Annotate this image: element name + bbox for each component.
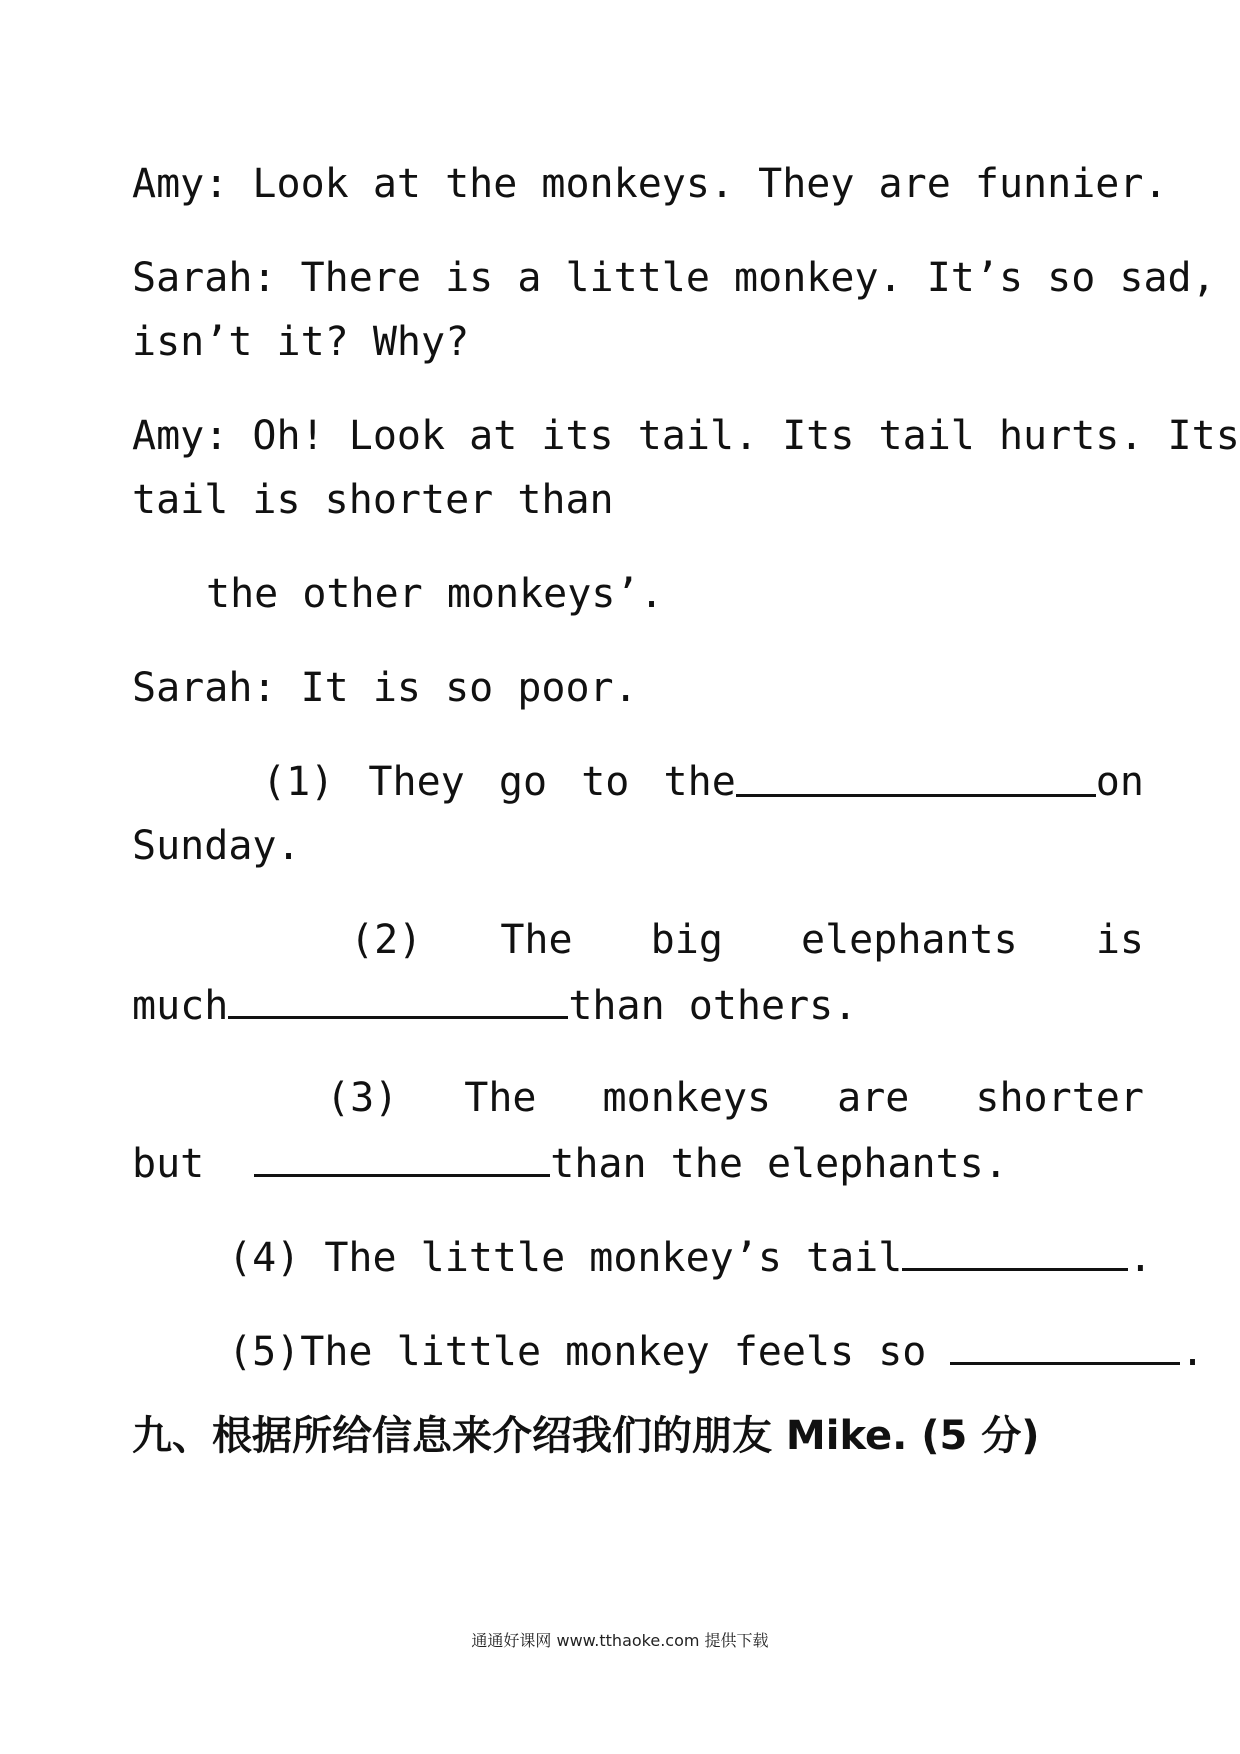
dialogue-line-sarah-1b: isn’t it? Why?	[132, 319, 470, 365]
answer-blank-1[interactable]	[736, 750, 1096, 797]
question-4-number: (4)	[228, 1235, 301, 1281]
question-2-word: The	[500, 917, 573, 963]
dialogue-line-amy-1: Amy: Look at the monkeys. They are funnier.	[132, 161, 1168, 207]
question-1-number: (1)	[262, 759, 335, 805]
answer-blank-5[interactable]	[950, 1318, 1180, 1365]
question-3-line-2	[132, 1130, 1144, 1196]
question-3-number: (3)	[326, 1075, 399, 1121]
dialogue-line-sarah-2: Sarah: It is so poor.	[132, 665, 638, 711]
question-2-line-2	[132, 972, 1144, 1038]
question-1-line-2: Sunday.	[132, 823, 301, 869]
question-3-word: but	[132, 1141, 205, 1187]
dialogue-line-amy-2a: Amy: Oh! Look at its tail. Its tail hurts. Its	[132, 413, 1240, 459]
question-1-word: go	[498, 759, 548, 805]
page-footer: 通通好课网 www.tthaoke.com 提供下载	[471, 1631, 769, 1650]
answer-blank-4[interactable]	[902, 1224, 1128, 1271]
question-2-word: much	[132, 983, 229, 1029]
section-heading: 九、根据所给信息来介绍我们的朋友 Mike. (5 分)	[132, 1413, 1040, 1459]
answer-blank-3[interactable]	[254, 1130, 550, 1177]
question-1	[262, 750, 1144, 814]
dialogue-line-sarah-1a: Sarah: There is a little monkey. It’s so sad,	[132, 255, 1216, 301]
dialogue-line-amy-2c: the other monkeys’.	[206, 571, 664, 617]
question-3-word: shorter	[975, 1075, 1144, 1121]
question-5-end: .	[1180, 1329, 1205, 1375]
answer-blank-2[interactable]	[228, 972, 568, 1019]
question-3	[326, 1066, 1144, 1130]
question-5	[228, 1318, 1240, 1384]
question-2-word: than others.	[568, 983, 858, 1029]
question-3-word: The	[464, 1075, 537, 1121]
question-1-word: the	[663, 759, 736, 805]
question-3-word: monkeys	[602, 1075, 772, 1121]
dialogue-line-amy-2b: tail is shorter than	[132, 477, 614, 523]
question-5-text: The little monkey feels so	[300, 1329, 927, 1375]
question-5-number: (5)	[228, 1329, 301, 1375]
question-2-word: elephants	[800, 917, 1018, 963]
question-1-word: to	[581, 759, 630, 805]
question-3-word: are	[837, 1075, 910, 1121]
question-1-blank-group	[664, 750, 1144, 814]
question-1-word: They	[368, 759, 465, 805]
question-4	[228, 1224, 1240, 1290]
question-2-word: big	[650, 917, 723, 963]
question-4-end: .	[1128, 1235, 1153, 1281]
question-1-word: on	[1095, 759, 1144, 805]
question-4-text: The little monkey’s tail	[324, 1235, 903, 1281]
question-2-number: (2)	[350, 917, 423, 963]
question-3-word: than the elephants.	[550, 1141, 1008, 1187]
question-2	[350, 908, 1144, 972]
question-2-word: is	[1095, 917, 1144, 963]
